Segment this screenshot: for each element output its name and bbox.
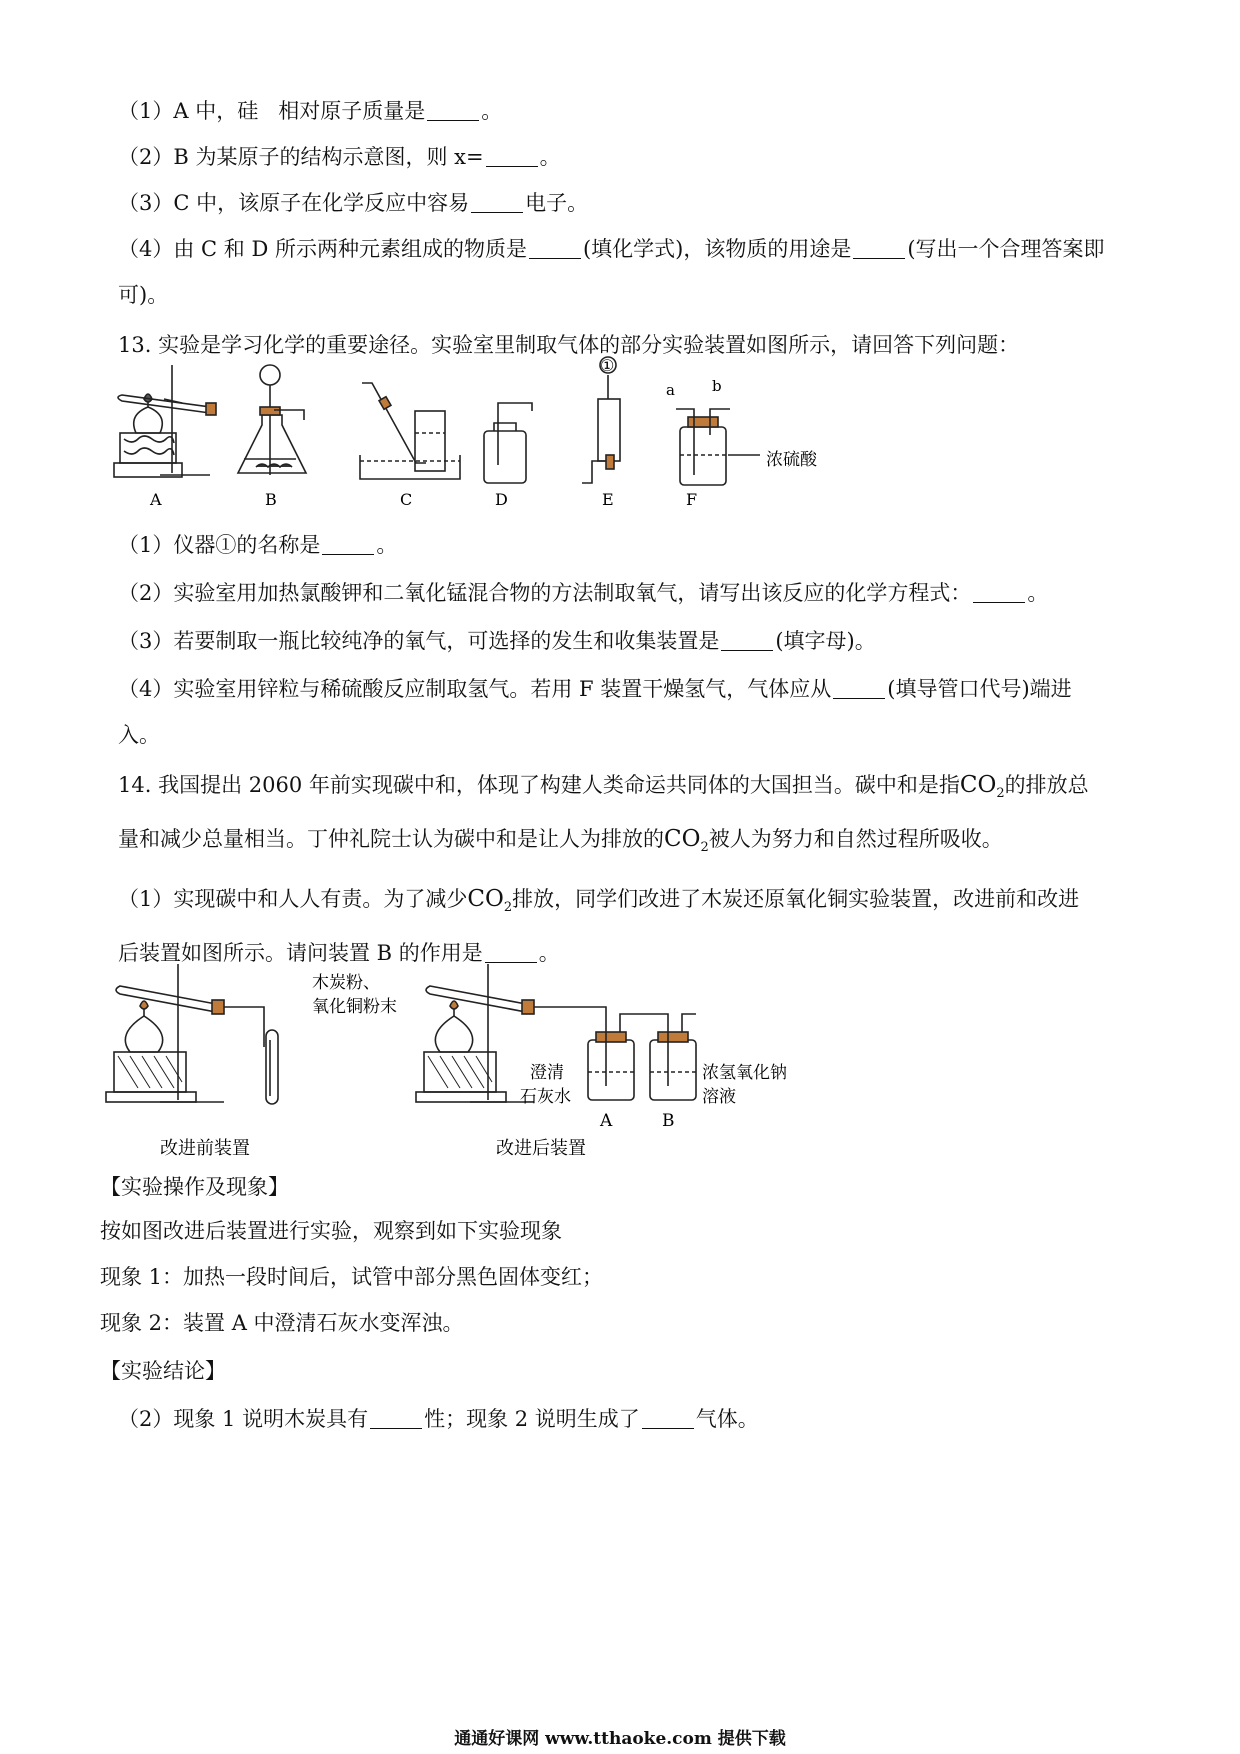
answer-blank[interactable] (471, 192, 523, 213)
label-f: F (686, 490, 698, 509)
q12-part4-cont: 可)。 (118, 283, 169, 307)
q13-part1: （1）仪器①的名称是 。 (118, 533, 398, 557)
caption-before: 改进前装置 (160, 1138, 250, 1159)
ops-text: 按如图改进后装置进行实验，观察到如下实验现象 (100, 1219, 562, 1243)
marker-1: ① (600, 356, 615, 375)
bottle-b-label: B (662, 1111, 675, 1131)
charcoal-label-2: 氧化铜粉末 (312, 997, 397, 1017)
q12-part2: （2）B 为某原子的结构示意图，则 x= 。 (118, 145, 561, 169)
label-b: B (265, 490, 277, 509)
apparatus-a (114, 365, 216, 477)
charcoal-label: 木炭粉、 (312, 973, 380, 993)
caption-after: 改进后装置 (496, 1138, 586, 1159)
answer-blank[interactable] (322, 534, 374, 555)
naoh-label-2: 溶液 (702, 1087, 736, 1107)
label-d: D (495, 490, 508, 509)
q13-part4: （4）实验室用锌粒与稀硫酸反应制取氢气。若用 F 装置干燥氢气，气体应从 (填导管口代号)端进 (118, 677, 1072, 701)
apparatus-d (484, 403, 532, 483)
q12-part3: （3）C 中，该原子在化学反应中容易 电子。 (118, 191, 589, 215)
conclusion-header: 【实验结论】 (100, 1359, 226, 1383)
apparatus-f (676, 409, 760, 485)
label-e: E (602, 490, 614, 509)
apparatus-c (360, 383, 460, 479)
tube-b-label: b (712, 377, 722, 395)
apparatus-b (238, 365, 306, 475)
answer-blank[interactable] (833, 678, 885, 699)
answer-blank[interactable] (973, 582, 1025, 603)
limewater-label-2: 石灰水 (520, 1087, 571, 1107)
answer-blank[interactable] (529, 238, 581, 259)
answer-blank[interactable] (370, 1408, 422, 1429)
apparatus-e (582, 357, 620, 483)
ops-header: 【实验操作及现象】 (100, 1175, 289, 1199)
answer-blank[interactable] (642, 1408, 694, 1429)
q14-part2: （2）现象 1 说明木炭具有 性；现象 2 说明生成了 气体。 (118, 1407, 759, 1431)
page-footer: 通通好课网 www.tthaoke.com 提供下载 (454, 1729, 786, 1749)
answer-blank[interactable] (427, 100, 479, 121)
acid-label: 浓硫酸 (766, 450, 817, 470)
carbon-reduction-figure (100, 960, 820, 1160)
limewater-label: 澄清 (530, 1063, 564, 1083)
answer-blank[interactable] (721, 630, 773, 651)
q13-stem: 13. 实验是学习化学的重要途径。实验室里制取气体的部分实验装置如图所示，请回答下列问题： (118, 333, 1020, 357)
phenomenon-2: 现象 2：装置 A 中澄清石灰水变浑浊。 (100, 1311, 464, 1335)
q13-part4-cont: 入。 (118, 723, 160, 747)
q14-part1: （1）实现碳中和人人有责。为了减少$CO_2$排放，同学们改进了木炭还原氧化铜实验装置，改进前和改进 (118, 886, 1080, 915)
label-c: C (400, 490, 413, 509)
gas-apparatus-figure (110, 355, 910, 540)
q14-part1-cont: 后装置如图所示。请问装置 B 的作用是 。 (118, 941, 560, 965)
q12-part1: （1）A 中，硅 相对原子质量是 。 (118, 99, 503, 123)
answer-blank[interactable] (853, 238, 905, 259)
apparatus-labels (149, 356, 818, 509)
q12-part4: （4）由 C 和 D 所示两种元素组成的物质是 (填化学式)，该物质的用途是 (写出一个合理答案即 (118, 237, 1105, 261)
q13-part2: （2）实验室用加热氯酸钾和二氧化锰混合物的方法制取氧气，请写出该反应的化学方程式： 。 (118, 581, 1049, 605)
label-a: A (150, 490, 162, 509)
q14-stem-1: 14. 我国提出 2060 年前实现碳中和，体现了构建人类命运共同体的大国担当。碳中和是指$CO_2$的排放总 (118, 772, 1089, 801)
phenomenon-1: 现象 1：加热一段时间后，试管中部分黑色固体变红； (100, 1265, 604, 1289)
figure-labels (160, 973, 787, 1159)
q14-stem-2: 量和减少总量相当。丁仲礼院士认为碳中和是让人为排放的$CO_2$被人为努力和自然过程所吸收。 (118, 826, 1003, 855)
tube-a-label: a (666, 381, 675, 399)
bottle-a-label: A (600, 1111, 613, 1131)
answer-blank[interactable] (486, 146, 538, 167)
q13-part3: （3）若要制取一瓶比较纯净的氧气，可选择的发生和收集装置是 (填字母)。 (118, 629, 876, 653)
apparatus-before (106, 964, 278, 1104)
naoh-label: 浓氢氧化钠 (702, 1063, 787, 1083)
